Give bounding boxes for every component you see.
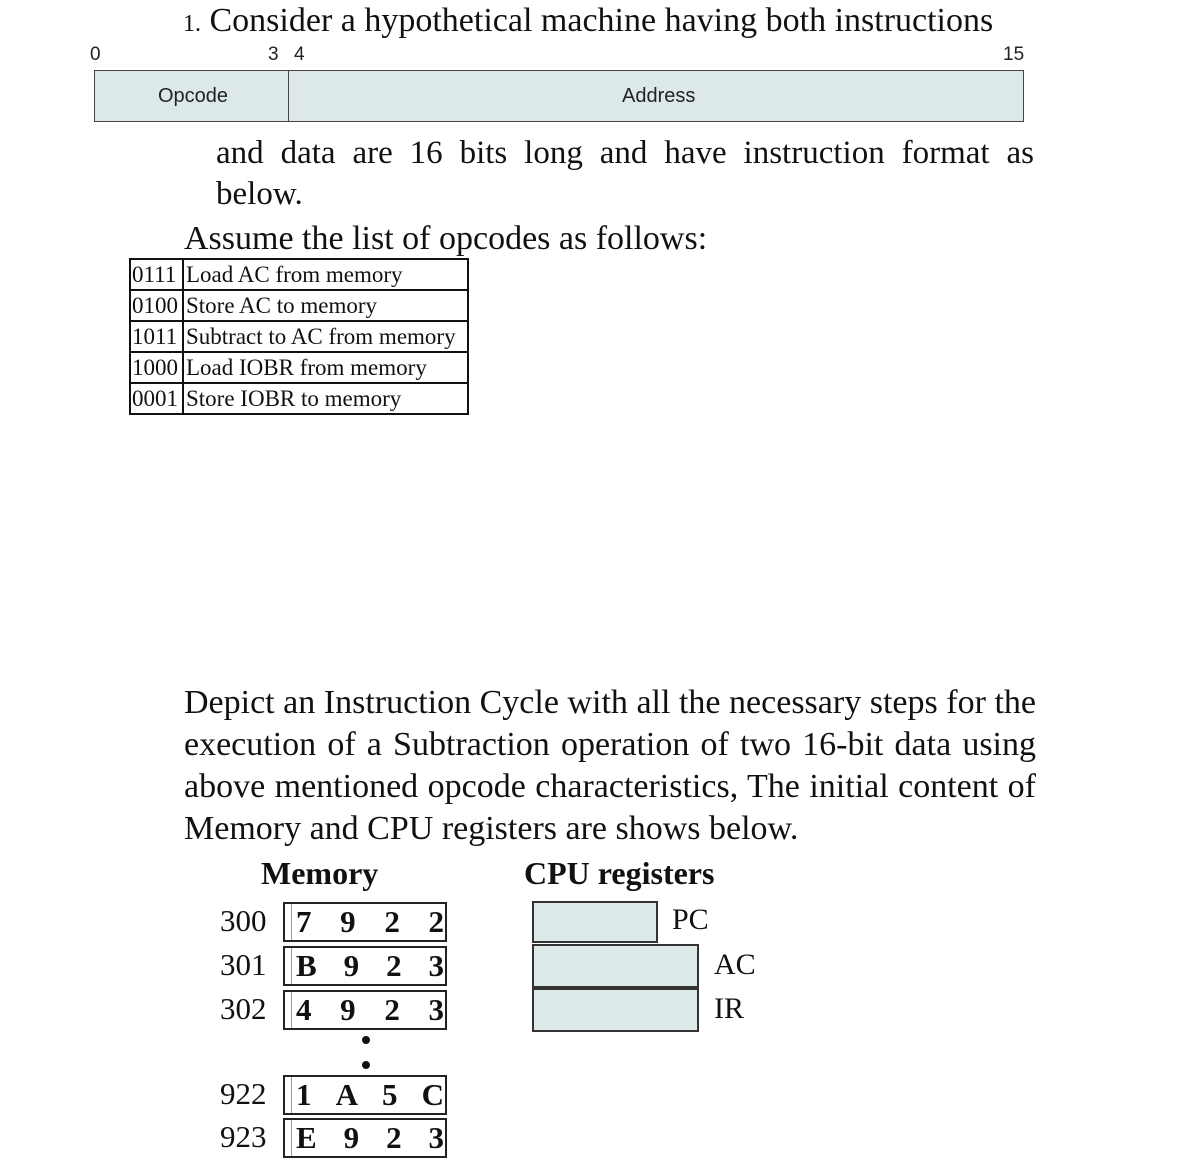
ellipsis-dot	[362, 1036, 370, 1044]
memory-digit: 7	[296, 904, 312, 939]
pc-register	[532, 901, 658, 943]
memory-digit: 2	[384, 992, 400, 1027]
memory-digit: 2	[384, 904, 400, 939]
assume-text: Assume the list of opcodes as follows:	[184, 220, 708, 257]
question-continuation: and data are 16 bits long and have instruction format as below.	[216, 135, 1034, 212]
memory-address: 300	[220, 903, 267, 938]
bit-label-0: 0	[90, 44, 101, 65]
memory-digit: B	[296, 948, 317, 983]
memory-digit: 5	[382, 1077, 398, 1112]
bit-label-3: 3	[268, 44, 279, 65]
memory-digit: 3	[428, 948, 444, 983]
ellipsis-dot	[362, 1061, 370, 1069]
opcode-table	[129, 258, 469, 415]
memory-digit: 9	[343, 948, 360, 983]
opcode-description: Load AC from memory	[183, 259, 468, 290]
question-title	[183, 2, 993, 40]
memory-digit: 3	[428, 992, 444, 1027]
memory-digit: 4	[296, 992, 312, 1027]
ir-register	[532, 988, 699, 1032]
opcode-code: 1000	[130, 352, 183, 383]
opcode-code: 0001	[130, 383, 183, 414]
opcode-description: Store IOBR to memory	[183, 383, 468, 414]
memory-cell	[283, 946, 447, 986]
opcode-description: Load IOBR from memory	[183, 352, 468, 383]
instruction-format-box	[94, 70, 1024, 122]
memory-digit: 9	[343, 1120, 360, 1155]
opcode-row	[130, 383, 468, 414]
opcode-code: 1011	[130, 321, 183, 352]
memory-cell	[283, 902, 447, 942]
memory-cell	[283, 990, 447, 1030]
memory-address: 923	[220, 1119, 267, 1154]
memory-digit: E	[296, 1120, 317, 1155]
opcode-field-label: Opcode	[158, 85, 229, 107]
cpu-registers-heading: CPU registers	[524, 855, 715, 891]
memory-digit: 2	[386, 1120, 402, 1155]
memory-cell	[283, 1075, 447, 1115]
question-number: 1.	[183, 11, 201, 37]
memory-address: 302	[220, 991, 267, 1026]
memory-address: 301	[220, 947, 267, 982]
memory-digit: C	[421, 1077, 444, 1112]
memory-digit: 9	[340, 904, 356, 939]
memory-digit: A	[335, 1077, 358, 1112]
task-text: Depict an Instruction Cycle with all the necessary steps for the execution of a Subtraction operation of two 16-bit data using above mentioned opcode characteristics, The initial content of Memory and CPU registers are shows below.	[184, 684, 1036, 847]
opcode-code: 0111	[130, 259, 183, 290]
memory-digit: 3	[428, 1120, 444, 1155]
bit-label-4: 4	[294, 44, 305, 65]
ac-label: AC	[714, 948, 756, 981]
opcode-row	[130, 352, 468, 383]
memory-address: 922	[220, 1076, 267, 1111]
opcode-code: 0100	[130, 290, 183, 321]
memory-digit: 2	[386, 948, 402, 983]
opcode-description: Subtract to AC from memory	[183, 321, 468, 352]
pc-label: PC	[672, 903, 709, 936]
memory-cell	[283, 1118, 447, 1158]
opcode-row	[130, 290, 468, 321]
memory-word	[291, 1120, 444, 1156]
memory-word	[291, 948, 444, 984]
ir-label: IR	[714, 992, 744, 1025]
memory-digit: 9	[340, 992, 356, 1027]
memory-digit: 1	[296, 1077, 312, 1112]
opcode-row	[130, 321, 468, 352]
address-field-label: Address	[622, 85, 696, 107]
field-divider	[288, 71, 289, 121]
opcode-description: Store AC to memory	[183, 290, 468, 321]
question-title-text: Consider a hypothetical machine having both instructions	[209, 2, 994, 39]
bit-label-15: 15	[1003, 44, 1025, 65]
ac-register	[532, 944, 699, 988]
memory-word	[291, 1077, 444, 1113]
memory-word	[291, 992, 444, 1028]
memory-word	[291, 904, 444, 940]
memory-digit: 2	[428, 904, 444, 939]
opcode-row	[130, 259, 468, 290]
memory-heading: Memory	[261, 855, 379, 891]
